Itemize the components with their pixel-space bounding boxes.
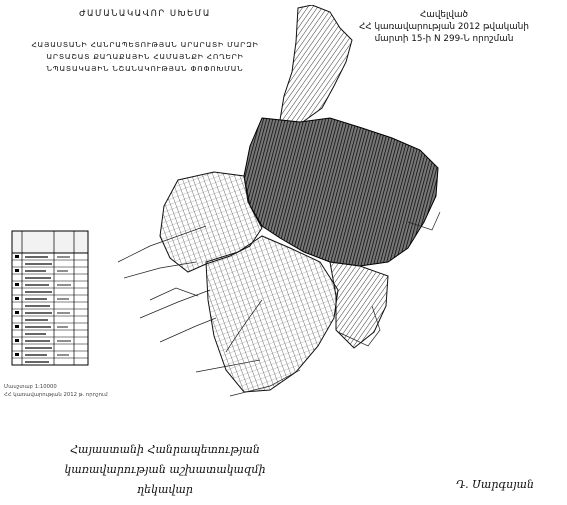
- signatory-name: Դ. Սարգսյան: [456, 478, 534, 491]
- header-line-3: ՆՊԱՏԱԿԱՅԻՆ ՆՇԱՆԱԿՈՒԹՅԱՆ ՓՈՓՈԽՄԱՆ: [46, 64, 244, 73]
- signature-title-line-2: կառավարության աշխատակազմի: [64, 463, 266, 476]
- scale-note-line-2: ՀՀ կառավարության 2012 թ. որոշում: [4, 392, 108, 398]
- map-southern-district: [206, 236, 338, 392]
- approval-line-1: Հավելված: [419, 10, 469, 20]
- legend-table: [8, 229, 90, 371]
- document-title: ԺԱՄԱՆԱԿԱՎՈՐ ՍԽԵՄԱ: [79, 9, 211, 19]
- scale-note: [4, 383, 179, 399]
- signature-title-line-3: ղեկավար: [137, 483, 193, 496]
- approval-line-3: մարտի 15-ի N 299-Ն որոշման: [374, 34, 514, 44]
- header-line-1: ՀԱՅԱՍՏԱՆԻ ՀԱՆՐԱՊԵՏՈՒԹՅԱՆ ԱՐԱՐԱՏԻ ՄԱՐԶԻ: [31, 40, 259, 49]
- map-southeast-district: [330, 262, 388, 348]
- map-northern-district: [280, 5, 352, 124]
- signature-title-line-1: Հայաստանի Հանրապետության: [70, 443, 260, 456]
- signature-title: [60, 440, 270, 500]
- approval-line-2: ՀՀ կառավարության 2012 թվականի: [359, 22, 529, 32]
- header-line-2: ԱՐՏԱՇԱՏ ՔԱՂԱՔԱՅԻՆ ՀԱՄԱՅՆՔԻ ՀՈՂԵՐԻ: [46, 52, 244, 61]
- scale-note-line-1: Մասշտաբ 1:10000: [4, 384, 57, 390]
- city-map: [108, 5, 443, 405]
